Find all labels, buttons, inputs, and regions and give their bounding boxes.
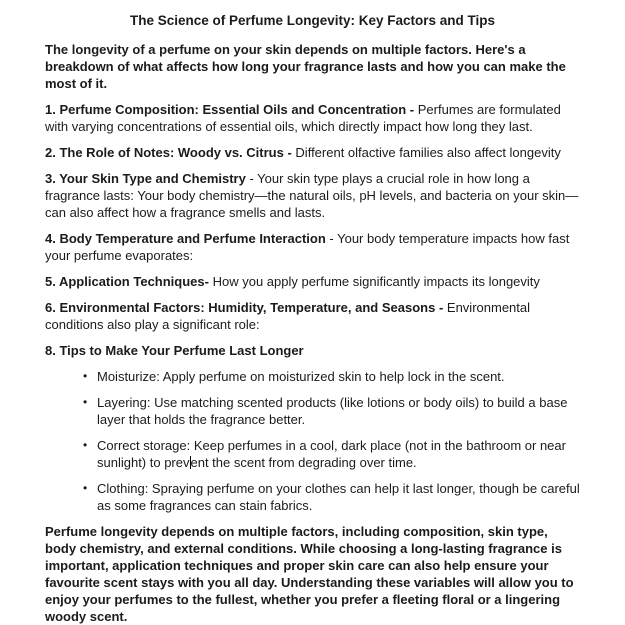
tip-item-storage (83, 437, 580, 471)
tip-text: Layering: Use matching scented products (like lotions or body oils) to build a base layer that holds the fragrance better. (97, 395, 568, 427)
tip-item-layering (83, 394, 580, 428)
section-body: - Your body temperature impacts how fast your perfume evaporates: (45, 231, 570, 263)
section-heading: 3. Your Skin Type and Chemistry (45, 171, 246, 186)
section-body: Environmental conditions also play a significant role: (45, 300, 531, 332)
intro-paragraph: The longevity of a perfume on your skin depends on multiple factors. Here's a breakdown of what affects how long your fragrance lasts and how you can make the most of it. (45, 42, 566, 91)
section-body: Different olfactive families also affect longevity (295, 145, 561, 160)
section-paragraph-1 (45, 101, 580, 135)
section-heading: 6. Environmental Factors: Humidity, Temperature, and Seasons - (45, 300, 444, 315)
section-heading: 4. Body Temperature and Perfume Interaction (45, 231, 326, 246)
bullet-icon: • (83, 481, 88, 495)
tip-item-clothing (83, 480, 580, 514)
conclusion-paragraph: Perfume longevity depends on multiple factors, including composition, skin type, body chemistry, and external conditions. While choosing a long-lasting fragrance is important, application techniques and proper skin care can also help ensure your favourite scent stays with you all day. Understanding these variables will allow you to enjoy your perfumes to the fullest, whether you prefer a fleeting floral or a lingering woody scent. (45, 524, 574, 624)
section-heading: 5. Application Techniques- (45, 274, 209, 289)
section-body: Perfumes are formulated with varying concentrations of essential oils, which directly impact how long they last. (45, 102, 561, 134)
section-paragraph-4 (45, 230, 580, 264)
tip-text: Correct storage: Keep perfumes in a cool, dark place (not in the bathroom or near sunlight) to prev (97, 438, 566, 470)
bullet-icon: • (83, 395, 88, 409)
section-paragraph-6 (45, 299, 580, 333)
section-heading: 1. Perfume Composition: Essential Oils and Concentration - (45, 102, 415, 117)
tips-heading: 8. Tips to Make Your Perfume Last Longer (45, 343, 304, 358)
tip-item-moisturize (83, 368, 580, 385)
tips-list (45, 368, 580, 514)
bullet-icon: • (83, 438, 88, 452)
tip-text: Clothing: Spraying perfume on your clothes can help it last longer, though be careful as some fragrances can stain fabrics. (97, 481, 580, 513)
section-body: How you apply perfume significantly impacts its longevity (212, 274, 540, 289)
tip-text: ent the scent from degrading over time. (190, 455, 417, 470)
tip-text: Moisturize: Apply perfume on moisturized skin to help lock in the scent. (97, 369, 505, 384)
section-body: - Your skin type plays a crucial role in how long a fragrance lasts: Your body chemistry—the natural oils, pH levels, and bacteria on your skin—can also affect how a fragrance smells and lasts. (45, 171, 579, 220)
section-paragraph-5 (45, 273, 580, 290)
bullet-icon: • (83, 369, 88, 383)
section-paragraph-3 (45, 170, 580, 221)
section-paragraph-2 (45, 144, 580, 161)
section-heading: 2. The Role of Notes: Woody vs. Citrus - (45, 145, 292, 160)
page-title: The Science of Perfume Longevity: Key Factors and Tips (129, 13, 496, 28)
